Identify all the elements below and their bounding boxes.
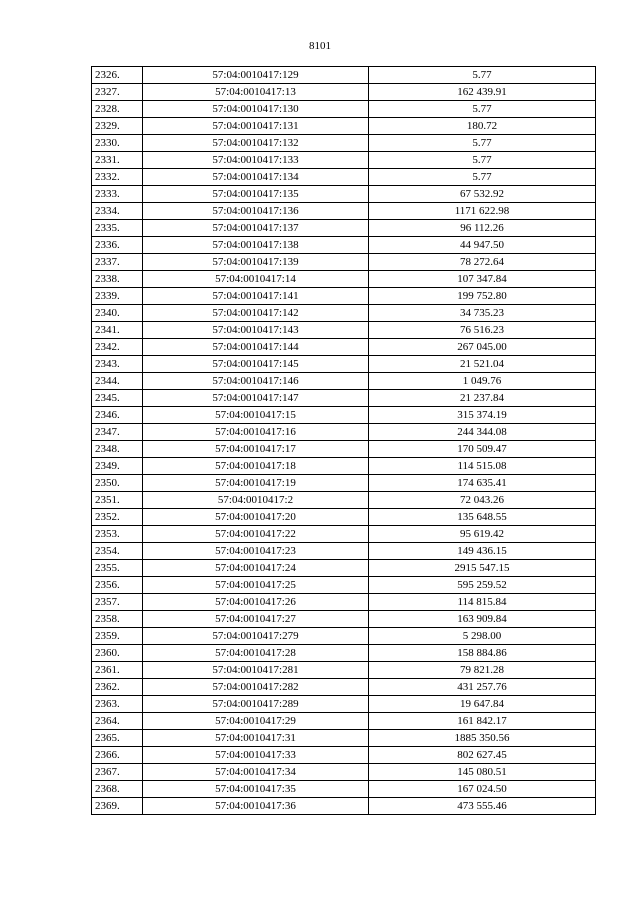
table-row [92, 543, 596, 560]
row-number: 2352. [92, 509, 143, 526]
cadastral-number: 57:04:0010417:146 [143, 373, 369, 390]
cadastral-number: 57:04:0010417:147 [143, 390, 369, 407]
cadastral-value: 67 532.92 [369, 186, 596, 203]
table-row [92, 84, 596, 101]
cadastral-value-table [91, 66, 596, 815]
cadastral-number: 57:04:0010417:15 [143, 407, 369, 424]
table-row [92, 526, 596, 543]
table-row [92, 441, 596, 458]
table-row [92, 560, 596, 577]
table-row [92, 169, 596, 186]
row-number: 2367. [92, 764, 143, 781]
cadastral-value: 161 842.17 [369, 713, 596, 730]
cadastral-value: 473 555.46 [369, 798, 596, 815]
table-row [92, 458, 596, 475]
table-row [92, 492, 596, 509]
cadastral-number: 57:04:0010417:34 [143, 764, 369, 781]
row-number: 2339. [92, 288, 143, 305]
cadastral-value: 167 024.50 [369, 781, 596, 798]
table-row [92, 271, 596, 288]
row-number: 2332. [92, 169, 143, 186]
table-row [92, 67, 596, 84]
row-number: 2357. [92, 594, 143, 611]
cadastral-value: 96 112.26 [369, 220, 596, 237]
cadastral-value: 44 947.50 [369, 237, 596, 254]
cadastral-number: 57:04:0010417:145 [143, 356, 369, 373]
cadastral-value: 199 752.80 [369, 288, 596, 305]
cadastral-value: 162 439.91 [369, 84, 596, 101]
cadastral-number: 57:04:0010417:2 [143, 492, 369, 509]
cadastral-value: 802 627.45 [369, 747, 596, 764]
cadastral-number: 57:04:0010417:144 [143, 339, 369, 356]
table-row [92, 628, 596, 645]
table-row [92, 203, 596, 220]
cadastral-number: 57:04:0010417:141 [143, 288, 369, 305]
table-row [92, 220, 596, 237]
table-row [92, 373, 596, 390]
row-number: 2364. [92, 713, 143, 730]
table-row [92, 254, 596, 271]
cadastral-value: 114 815.84 [369, 594, 596, 611]
row-number: 2337. [92, 254, 143, 271]
row-number: 2345. [92, 390, 143, 407]
cadastral-value: 5 298.00 [369, 628, 596, 645]
cadastral-value: 163 909.84 [369, 611, 596, 628]
row-number: 2342. [92, 339, 143, 356]
page-number: 8101 [309, 40, 331, 52]
row-number: 2362. [92, 679, 143, 696]
row-number: 2327. [92, 84, 143, 101]
cadastral-number: 57:04:0010417:19 [143, 475, 369, 492]
cadastral-value: 149 436.15 [369, 543, 596, 560]
row-number: 2350. [92, 475, 143, 492]
cadastral-number: 57:04:0010417:36 [143, 798, 369, 815]
cadastral-number: 57:04:0010417:33 [143, 747, 369, 764]
cadastral-value: 19 647.84 [369, 696, 596, 713]
row-number: 2353. [92, 526, 143, 543]
cadastral-value: 5.77 [369, 135, 596, 152]
table-row [92, 305, 596, 322]
cadastral-number: 57:04:0010417:282 [143, 679, 369, 696]
row-number: 2341. [92, 322, 143, 339]
cadastral-number: 57:04:0010417:35 [143, 781, 369, 798]
row-number: 2369. [92, 798, 143, 815]
cadastral-value: 315 374.19 [369, 407, 596, 424]
cadastral-value: 78 272.64 [369, 254, 596, 271]
table-body [92, 67, 596, 815]
cadastral-value: 145 080.51 [369, 764, 596, 781]
table-row [92, 645, 596, 662]
cadastral-number: 57:04:0010417:132 [143, 135, 369, 152]
cadastral-number: 57:04:0010417:139 [143, 254, 369, 271]
table-row [92, 390, 596, 407]
cadastral-number: 57:04:0010417:28 [143, 645, 369, 662]
cadastral-number: 57:04:0010417:16 [143, 424, 369, 441]
row-number: 2347. [92, 424, 143, 441]
table-row [92, 747, 596, 764]
table-row [92, 730, 596, 747]
table-row [92, 135, 596, 152]
table-row [92, 781, 596, 798]
cadastral-value: 21 237.84 [369, 390, 596, 407]
table-row [92, 696, 596, 713]
cadastral-value: 5.77 [369, 67, 596, 84]
cadastral-value: 244 344.08 [369, 424, 596, 441]
cadastral-value: 158 884.86 [369, 645, 596, 662]
cadastral-value: 107 347.84 [369, 271, 596, 288]
table-row [92, 356, 596, 373]
cadastral-value: 1171 622.98 [369, 203, 596, 220]
table-row [92, 101, 596, 118]
cadastral-value: 170 509.47 [369, 441, 596, 458]
row-number: 2338. [92, 271, 143, 288]
cadastral-number: 57:04:0010417:17 [143, 441, 369, 458]
table-row [92, 407, 596, 424]
cadastral-number: 57:04:0010417:27 [143, 611, 369, 628]
cadastral-value: 267 045.00 [369, 339, 596, 356]
table-row [92, 339, 596, 356]
row-number: 2335. [92, 220, 143, 237]
cadastral-value: 135 648.55 [369, 509, 596, 526]
row-number: 2330. [92, 135, 143, 152]
cadastral-number: 57:04:0010417:24 [143, 560, 369, 577]
cadastral-number: 57:04:0010417:26 [143, 594, 369, 611]
cadastral-number: 57:04:0010417:143 [143, 322, 369, 339]
table-row [92, 475, 596, 492]
table-row [92, 322, 596, 339]
cadastral-value: 595 259.52 [369, 577, 596, 594]
table-row [92, 509, 596, 526]
cadastral-number: 57:04:0010417:279 [143, 628, 369, 645]
table-row [92, 594, 596, 611]
table-row [92, 288, 596, 305]
cadastral-value: 5.77 [369, 169, 596, 186]
cadastral-number: 57:04:0010417:138 [143, 237, 369, 254]
row-number: 2361. [92, 662, 143, 679]
cadastral-number: 57:04:0010417:23 [143, 543, 369, 560]
row-number: 2348. [92, 441, 143, 458]
cadastral-number: 57:04:0010417:18 [143, 458, 369, 475]
cadastral-number: 57:04:0010417:136 [143, 203, 369, 220]
row-number: 2331. [92, 152, 143, 169]
table-row [92, 662, 596, 679]
cadastral-number: 57:04:0010417:13 [143, 84, 369, 101]
row-number: 2328. [92, 101, 143, 118]
table-row [92, 713, 596, 730]
row-number: 2344. [92, 373, 143, 390]
cadastral-number: 57:04:0010417:14 [143, 271, 369, 288]
cadastral-value: 1 049.76 [369, 373, 596, 390]
cadastral-value: 5.77 [369, 152, 596, 169]
row-number: 2349. [92, 458, 143, 475]
cadastral-value: 79 821.28 [369, 662, 596, 679]
table-row [92, 679, 596, 696]
cadastral-value: 431 257.76 [369, 679, 596, 696]
cadastral-number: 57:04:0010417:281 [143, 662, 369, 679]
row-number: 2365. [92, 730, 143, 747]
cadastral-number: 57:04:0010417:20 [143, 509, 369, 526]
cadastral-value: 34 735.23 [369, 305, 596, 322]
table-row [92, 152, 596, 169]
cadastral-number: 57:04:0010417:133 [143, 152, 369, 169]
row-number: 2329. [92, 118, 143, 135]
cadastral-number: 57:04:0010417:137 [143, 220, 369, 237]
row-number: 2334. [92, 203, 143, 220]
cadastral-value: 174 635.41 [369, 475, 596, 492]
cadastral-number: 57:04:0010417:130 [143, 101, 369, 118]
table-row [92, 611, 596, 628]
cadastral-number: 57:04:0010417:131 [143, 118, 369, 135]
cadastral-value: 1885 350.56 [369, 730, 596, 747]
table-row [92, 577, 596, 594]
table-row [92, 186, 596, 203]
cadastral-number: 57:04:0010417:25 [143, 577, 369, 594]
row-number: 2326. [92, 67, 143, 84]
cadastral-number: 57:04:0010417:134 [143, 169, 369, 186]
table-row [92, 424, 596, 441]
cadastral-value: 95 619.42 [369, 526, 596, 543]
row-number: 2340. [92, 305, 143, 322]
row-number: 2358. [92, 611, 143, 628]
row-number: 2363. [92, 696, 143, 713]
table-row [92, 764, 596, 781]
row-number: 2346. [92, 407, 143, 424]
row-number: 2354. [92, 543, 143, 560]
row-number: 2368. [92, 781, 143, 798]
row-number: 2333. [92, 186, 143, 203]
cadastral-number: 57:04:0010417:129 [143, 67, 369, 84]
cadastral-number: 57:04:0010417:142 [143, 305, 369, 322]
cadastral-number: 57:04:0010417:31 [143, 730, 369, 747]
row-number: 2359. [92, 628, 143, 645]
table-row [92, 118, 596, 135]
row-number: 2360. [92, 645, 143, 662]
table-row [92, 237, 596, 254]
row-number: 2336. [92, 237, 143, 254]
row-number: 2356. [92, 577, 143, 594]
cadastral-value: 2915 547.15 [369, 560, 596, 577]
row-number: 2355. [92, 560, 143, 577]
row-number: 2366. [92, 747, 143, 764]
row-number: 2343. [92, 356, 143, 373]
cadastral-number: 57:04:0010417:29 [143, 713, 369, 730]
cadastral-value: 72 043.26 [369, 492, 596, 509]
cadastral-value: 21 521.04 [369, 356, 596, 373]
cadastral-number: 57:04:0010417:289 [143, 696, 369, 713]
cadastral-number: 57:04:0010417:22 [143, 526, 369, 543]
row-number: 2351. [92, 492, 143, 509]
cadastral-value: 114 515.08 [369, 458, 596, 475]
cadastral-number: 57:04:0010417:135 [143, 186, 369, 203]
table-row [92, 798, 596, 815]
cadastral-value: 5.77 [369, 101, 596, 118]
cadastral-value: 180.72 [369, 118, 596, 135]
cadastral-value: 76 516.23 [369, 322, 596, 339]
